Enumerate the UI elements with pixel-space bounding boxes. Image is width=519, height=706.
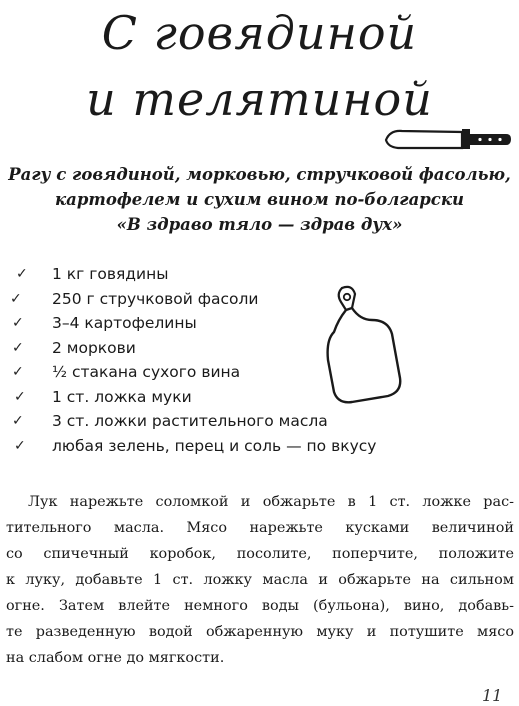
ingredient-text: 1 ст. ложка муки (52, 387, 192, 406)
paragraph-line: те разведенную водой обжаренную муку и потушите мясо (6, 624, 514, 640)
paragraph-line: Лук нарежьте соломкой и обжарьте в 1 ст. ложке рас- (28, 494, 514, 510)
check-icon: ✓ (12, 364, 24, 381)
subtitle-line: «В здраво тяло — здрав дух» (116, 215, 403, 234)
paragraph-line: огне. Затем влейте немного воды (бульона), вино, добавь- (6, 598, 514, 614)
paragraph-line: к луку, добавьте 1 ст. ложку масла и обжарьте на сильном (6, 572, 514, 588)
ingredient-text: 3 ст. ложки растительного масла (52, 412, 328, 431)
instructions-paragraph (6, 489, 514, 671)
check-icon: ✓ (14, 388, 26, 405)
recipe-subtitle (0, 162, 519, 237)
ingredient-text: 1 кг говядины (52, 265, 169, 284)
page-number: 11 (482, 686, 503, 705)
paragraph-line: тительного масла. Мясо нарежьте кусками величиной (6, 520, 514, 536)
ingredient-text: 250 г стручковой фасоли (52, 289, 259, 308)
paragraph-line: на слабом огне до мягкости. (6, 650, 225, 666)
recipe-title-line-1: С говядиной (101, 6, 418, 60)
knife-icon (384, 126, 512, 154)
check-icon: ✓ (12, 315, 24, 332)
check-icon: ✓ (12, 339, 24, 356)
check-icon: ✓ (16, 266, 28, 283)
ingredient-text: ½ стакана сухого вина (52, 363, 241, 382)
cutting-board-icon (322, 284, 406, 408)
subtitle-line: картофелем и сухим вином по-болгарски (54, 190, 465, 209)
ingredient-text: 2 моркови (52, 338, 136, 357)
check-icon: ✓ (10, 290, 22, 307)
check-icon: ✓ (14, 437, 26, 454)
paragraph-line: со спичечный коробок, посолите, поперчите, положите (6, 546, 514, 562)
recipe-title-line-2: и телятиной (86, 72, 433, 126)
check-icon: ✓ (12, 413, 24, 430)
ingredient-text: любая зелень, перец и соль — по вкусу (52, 436, 377, 455)
subtitle-line: Рагу с говядиной, морковью, стручковой фасолью, (8, 165, 511, 184)
ingredient-text: 3–4 картофелины (52, 314, 197, 333)
